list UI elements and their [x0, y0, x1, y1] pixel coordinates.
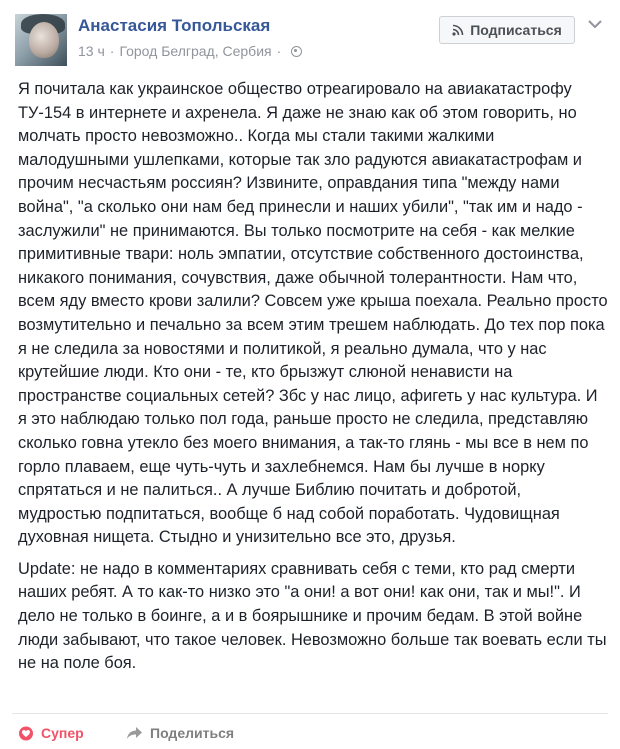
share-label: Поделиться — [150, 725, 235, 741]
avatar[interactable] — [15, 14, 67, 66]
divider — [12, 713, 608, 714]
heart-icon — [18, 726, 34, 741]
subscribe-button[interactable] — [439, 16, 575, 44]
globe-icon[interactable] — [291, 46, 302, 57]
post-time[interactable]: 13 ч — [78, 43, 105, 59]
meta-separator-2: · — [276, 43, 282, 59]
avatar-face — [29, 22, 59, 58]
like-label: Супер — [41, 725, 84, 741]
post-location[interactable]: Город Белград, Сербия — [119, 43, 272, 59]
post-meta — [78, 43, 302, 59]
rss-icon — [452, 24, 464, 36]
author-name[interactable]: Анастасия Топольская — [78, 16, 271, 35]
subscribe-label: Подписаться — [470, 22, 562, 38]
like-button[interactable] — [18, 722, 84, 744]
post-paragraph-update: Update: не надо в комментариях сравнивать себя с теми, кто рад смерти наших ребят. А то как-то низко это "а они! а вот они! как они, так и мы!". И дело не только в боинге, а и в боярышнике и прочим бедам. В этой войне люди забывают, что такое человек. Невозможно больше так воевать если ты не на поле боя. — [18, 559, 607, 673]
meta-separator: · — [109, 43, 115, 59]
chevron-down-icon[interactable] — [587, 18, 603, 30]
share-arrow-icon — [126, 726, 143, 740]
post-paragraph-main: Я почитала как украинское общество отреагировало на авиакатастрофу ТУ-154 в интернете и ахренела. Я даже не знаю как об этом говорить, но молчать просто невозможно.. Когда мы стали такими жалкими малодушными ушлепками, которые так зло радуются авиакатастрофам и прочим несчастьям россиян? Извините, оправдания типа "между нами война", "а сколько они нам бед принесли и наших убили", "так им и надо - заслужили" не принимаются. Вы только посмотрите на себя - как мелкие примитивные твари: ноль эмпатии, отсутствие собственного достоинства, никакого понимания, сочувствия, даже обычной толерантности. Нам что, всем яду вместо крови залили? Совсем уже крыша поехала. Реально просто возмутительно и печально за всем этим трешем наблюдать. До тех пор пока я не следила за новостями и политикой, я реально думала, что у нас крутейшие люди. Кто они - те, кто брызжут слюной ненависти на пространстве социальных сетей? Збс у нас лицо, афигеть у нас культура. И я это наблюдаю только пол года, раньше просто не следила, представляю сколько говна утекло без моего внимания, а так-то глянь - мы все в нем по горло плаваем, еще чуть-чуть и захлебнемся. Нам бы лучше в норку спрятаться и не палиться.. А лучше Библию почитать и добротой, мудростью подпитаться, вообще б над собой поработать. Чудовищная духовная нищета. Стыдно и унизительно все это, друзья. — [18, 80, 608, 547]
post-text — [18, 78, 608, 684]
share-button[interactable] — [126, 722, 234, 744]
